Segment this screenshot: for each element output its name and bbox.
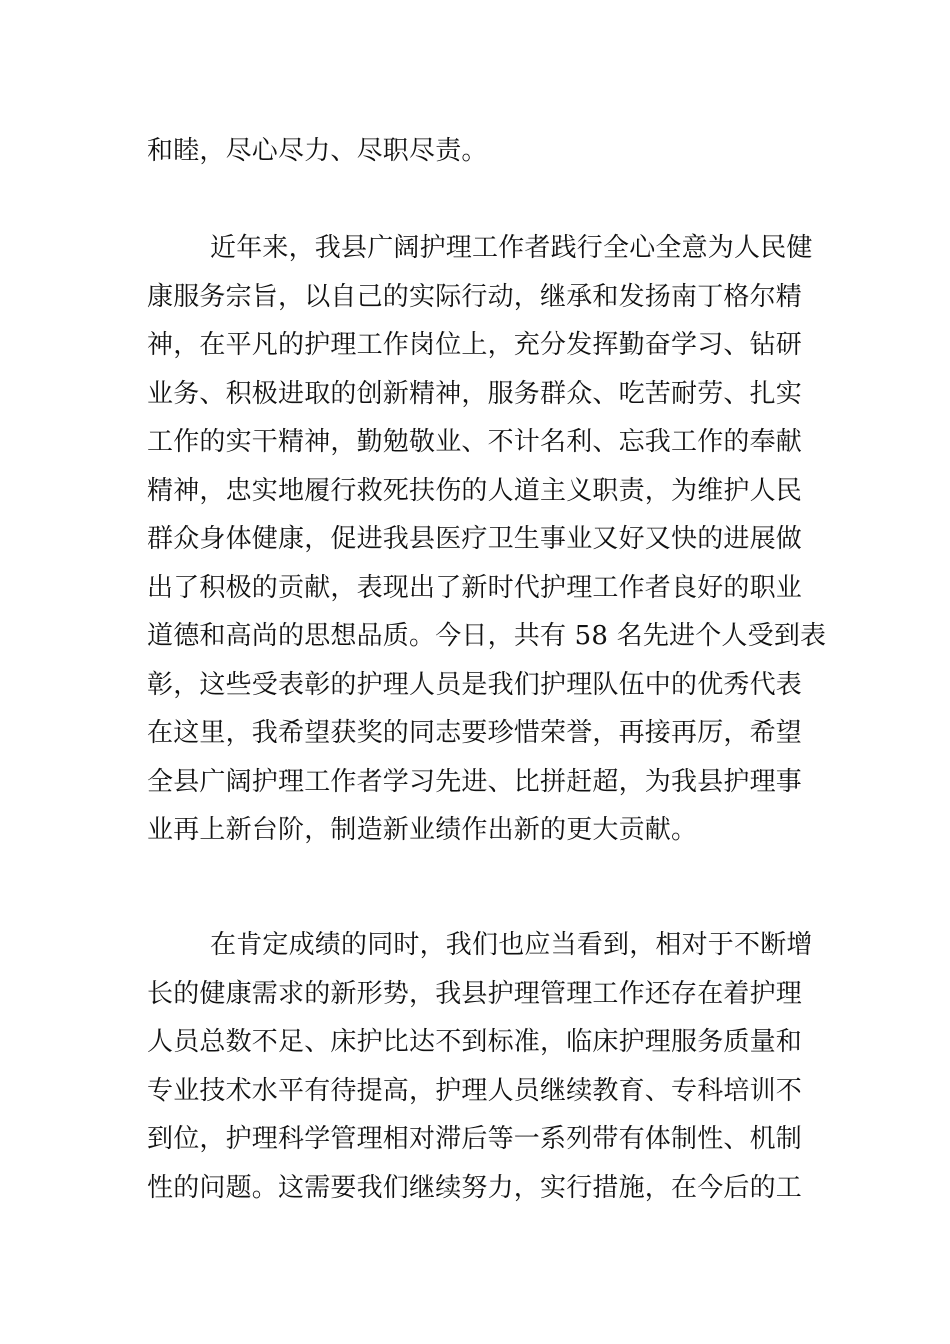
text-line: 出了积极的贡献，表现出了新时代护理工作者良好的职业 — [147, 572, 803, 603]
text-line: 和睦，尽心尽力、尽职尽责。 — [147, 136, 488, 166]
text-line: 近年来，我县广阔护理工作者践行全心全意为人民健 — [210, 233, 813, 263]
text-line: 在肯定成绩的同时，我们也应当看到，相对于不断增 — [210, 930, 813, 960]
paragraph — [147, 224, 827, 855]
paragraph — [147, 921, 811, 1212]
text-line: 全县广阔护理工作者学习先进、比拼赶超，为我县护理事 — [147, 766, 803, 797]
text-line: 在这里，我希望获奖的同志要珍惜荣誉，再接再厉，希望 — [147, 718, 803, 748]
text-line: 长的健康需求的新形势，我县护理管理工作还存在着护理 — [147, 978, 803, 1009]
paragraph — [147, 127, 811, 176]
text-line: 群众身体健康，促进我县医疗卫生事业又好又快的进展做 — [147, 524, 803, 554]
text-line: 道德和高尚的思想品质。今日，共有 58 名先进个人受到表 — [147, 621, 827, 651]
text-line: 性的问题。这需要我们继续努力，实行措施，在今后的工 — [147, 1172, 803, 1203]
text-line: 到位，护理科学管理相对滞后等一系列带有体制性、机制 — [147, 1124, 803, 1154]
text-line: 康服务宗旨，以自己的实际行动，继承和发扬南丁格尔精 — [147, 281, 803, 312]
text-line: 精神，忠实地履行救死扶伤的人道主义职责，为维护人民 — [147, 475, 803, 506]
text-line: 专业技术水平有待提高，护理人员继续教育、专科培训不 — [147, 1075, 803, 1106]
text-line: 工作的实干精神，勤勉敬业、不计名利、忘我工作的奉献 — [147, 427, 803, 457]
text-line: 神，在平凡的护理工作岗位上，充分发挥勤奋学习、钻研 — [147, 330, 803, 360]
text-line: 业务、积极进取的创新精神，服务群众、吃苦耐劳、扎实 — [147, 378, 803, 409]
text-line: 业再上新台阶，制造新业绩作出新的更大贡献。 — [147, 815, 698, 845]
text-line: 彰，这些受表彰的护理人员是我们护理队伍中的优秀代表 — [147, 669, 803, 700]
text-line: 人员总数不足、床护比达不到标准，临床护理服务质量和 — [147, 1027, 803, 1057]
